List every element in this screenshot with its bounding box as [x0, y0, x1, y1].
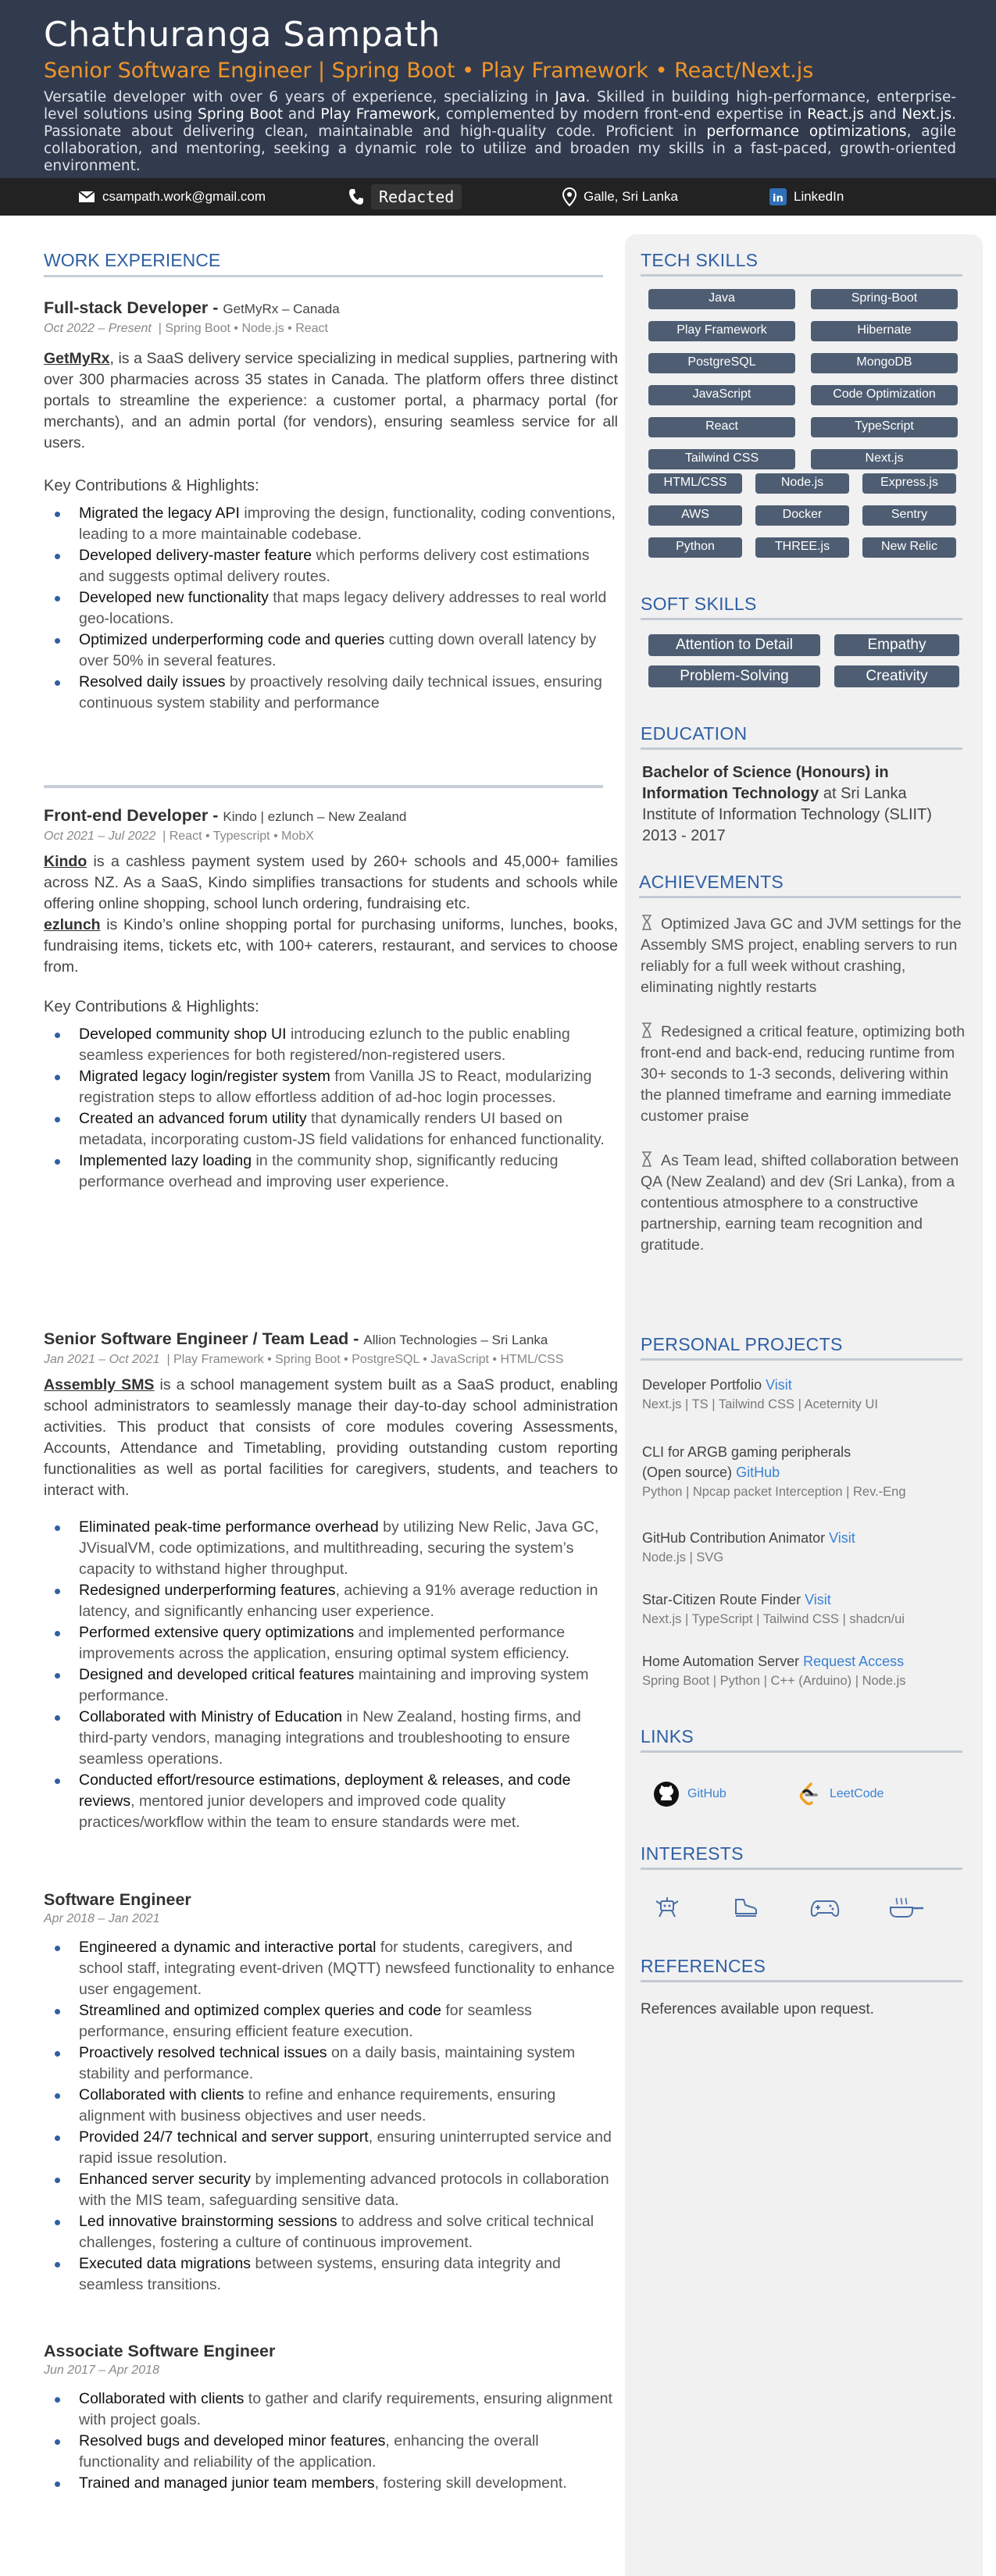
job-company: GetMyRx – Canada	[223, 301, 340, 316]
skill-pill: Sentry	[862, 505, 956, 526]
bullet-text: between systems, ensuring data integrity and seamless transitions.	[79, 2255, 561, 2293]
phone-text: Redacted	[371, 184, 462, 209]
resume-header	[0, 0, 996, 178]
job-title: Full-stack Developer -	[44, 298, 223, 317]
skill-pill: Python	[648, 537, 742, 558]
achievement-text: As Team lead, shifted collaboration between QA (New Zealand) and dev (Sri Lanka), from a contentious atmosphere to a constructive partnership, earning team recognition and gratitude.	[641, 1152, 959, 1254]
cooking-pan-icon	[887, 1893, 926, 1921]
skill-pill: Tailwind CSS	[648, 449, 795, 469]
summary-keyword: Java	[555, 89, 586, 105]
project-link[interactable]: Visit	[829, 1530, 855, 1546]
summary-keyword: React.js	[807, 106, 865, 123]
tech-skills-title: TECH SKILLS	[641, 250, 962, 277]
projects-title: PERSONAL PROJECTS	[641, 1334, 962, 1361]
job-stack: | React • Typescript • MobX	[162, 830, 314, 843]
summary-text: . Passionate about delivering clean, maintainable and high-quality code. Proficient in	[44, 106, 956, 140]
skill-pill: React	[648, 417, 795, 437]
bullet-text: , mentored junior developers and improved code quality practices/workflow within the team to ensure standards were met.	[79, 1793, 520, 1831]
bullet-highlight: Resolved bugs and developed minor features	[79, 2432, 386, 2449]
job-dates: Oct 2022 – Present	[44, 322, 152, 335]
bullet-text: , fostering skill development.	[374, 2474, 567, 2492]
job-stack: | Play Framework • Spring Boot • PostgreSQL • JavaScript • HTML/CSS	[166, 1353, 564, 1366]
leetcode-icon	[795, 1781, 822, 1807]
list-item	[44, 2085, 618, 2127]
bullet-highlight: Optimized underperforming code and queries	[79, 631, 385, 648]
phone-icon	[348, 188, 364, 205]
bullet-highlight: Developed delivery-master feature	[79, 547, 312, 564]
bullet-highlight: Enhanced server security	[79, 2171, 252, 2188]
bullet-text: which performs delivery cost estimations and suggests optimal delivery routes.	[79, 547, 590, 585]
hourglass-icon	[641, 1022, 653, 1038]
linkedin-text: LinkedIn	[794, 189, 844, 204]
summary-text: , complemented by modern front-end expertise in	[436, 106, 808, 123]
location-contact	[562, 178, 678, 216]
job-description: is a school management system built as a SaaS product, enabling school administrators to seamlessly manage their day-to-day school administration activities. This product that consists of core modules covering Assessments, Accounts, Attendance and Timetabling, providing outstanding custom reporting functionalities as well as portal facilities for caregivers, students, and teachers to interact with.	[44, 1376, 619, 1499]
bullet-text: by implementing advanced protocols in collaboration with the MIS team, safeguarding sensitive data.	[79, 2171, 609, 2209]
company-name: Assembly SMS	[44, 1376, 155, 1393]
hourglass-icon	[641, 915, 653, 930]
bullet-highlight: Resolved daily issues	[79, 673, 226, 690]
list-item	[44, 1066, 618, 1108]
leetcode-link[interactable]	[795, 1781, 884, 1807]
education-entry	[642, 762, 962, 847]
list-item	[44, 2043, 618, 2085]
list-item	[44, 2169, 618, 2211]
hourglass-icon	[641, 1151, 653, 1167]
job-dates: Jun 2017 – Apr 2018	[44, 2364, 159, 2377]
job-description: , is a SaaS delivery service specializing in medical supplies, partnering with over 300 pharmacies across 35 states in Canada. The platform offers three distinct portals to streamline the experience: a customer portal, a pharmacy portal (for merchants), and an admin portal (for vendors), ensuring seamless service for all users.	[44, 350, 618, 451]
summary-text: and	[864, 106, 902, 123]
soft-skills-grid	[648, 634, 959, 687]
bullet-text: , enhancing the overall functionality and reliability of the application.	[79, 2432, 539, 2471]
achievement-text: Optimized Java GC and JVM settings for the Assembly SMS project, enabling servers to run reliably for a full week without crashing, eliminating nightly restarts	[641, 915, 962, 996]
bullet-text: to gather and clarify requirements, ensuring alignment with project goals.	[79, 2390, 612, 2428]
list-item	[44, 2127, 618, 2169]
bullet-highlight: Redesigned underperforming features	[79, 1582, 336, 1599]
list-item	[44, 1517, 618, 1580]
job-company: Allion Technologies – Sri Lanka	[363, 1333, 548, 1347]
bullet-highlight: Migrated the legacy API	[79, 505, 240, 522]
bullet-text: that dynamically renders UI based on metadata, incorporating custom-JS field validations for enhanced functionality.	[79, 1110, 605, 1148]
references-text: References available upon request.	[641, 2001, 874, 2018]
achievements-title: ACHIEVEMENTS	[639, 872, 961, 898]
bullet-text: cutting down overall latency by over 50% in several features.	[79, 631, 597, 669]
project-item	[642, 1528, 964, 1567]
bullet-highlight: Developed community shop UI	[79, 1026, 287, 1043]
skill-pill: JavaScript	[648, 385, 795, 405]
skill-pill: Hibernate	[811, 321, 958, 341]
list-item	[44, 1770, 618, 1833]
bullet-highlight: Performed extensive query optimizations	[79, 1624, 355, 1641]
summary-keyword: Next.js	[901, 106, 952, 123]
bullet-highlight: Collaborated with clients	[79, 2390, 245, 2407]
list-item	[44, 2253, 618, 2296]
project-item	[642, 1589, 964, 1629]
list-item	[44, 630, 618, 672]
location-pin-icon	[562, 187, 577, 206]
list-item	[44, 672, 618, 714]
project-stack: Next.js | TypeScript | Tailwind CSS | shadcn/ui	[642, 1612, 905, 1626]
github-text: GitHub	[687, 1787, 726, 1800]
project-stack: Python | Npcap packet Interception | Rev.-Eng	[642, 1485, 906, 1499]
soft-skill-pill: Creativity	[834, 665, 959, 687]
bullet-text: to refine and enhance requirements, ensuring alignment with business objectives and user needs.	[79, 2086, 556, 2125]
soft-skills-title: SOFT SKILLS	[641, 594, 962, 620]
key-contributions-label: Key Contributions & Highlights:	[44, 998, 259, 1015]
skill-pill: Spring-Boot	[811, 289, 958, 309]
email-contact[interactable]	[78, 178, 266, 216]
bullet-highlight: Conducted effort/resource estimations, deployment & releases, and code reviews	[79, 1771, 571, 1810]
bullet-text: , achieving a 91% average reduction in latency, and significantly enhancing user experience.	[79, 1582, 598, 1620]
job-entry	[44, 297, 618, 714]
svg-text:in: in	[773, 193, 784, 205]
project-stack: Spring Boot | Python | C++ (Arduino) | Node.js	[642, 1674, 906, 1688]
summary-text: and	[283, 106, 321, 123]
github-icon	[653, 1781, 680, 1807]
bullet-text: in New Zealand, hosting firms, and third-party vendors, managing integrations and troubleshooting to ensure seamless operations.	[79, 1708, 581, 1768]
summary-text: , agile collaboration, and mentoring, seeking a dynamic role to utilize and broaden my skills in a fast-paced, growth-oriented environment.	[44, 123, 956, 174]
bullet-text: on a daily basis, maintaining system stability and performance.	[79, 2044, 576, 2082]
job-entry	[44, 2340, 618, 2494]
bullet-list	[44, 1024, 618, 1193]
linkedin-icon	[769, 188, 787, 205]
job-entry	[44, 805, 618, 1193]
job-description: is a cashless payment system used by 260+ schools and 45,000+ families across NZ. As a SaaS, Kindo simplifies transactions for students and schools while offering online shopping, school lunch ordering, fundraising etc.	[44, 853, 618, 912]
list-item	[44, 1937, 618, 2000]
list-item	[44, 2389, 618, 2431]
job-entry	[44, 1328, 618, 1833]
contact-bar	[0, 178, 996, 216]
job-dates: Apr 2018 – Jan 2021	[44, 1912, 160, 1925]
gamepad-icon	[809, 1893, 841, 1921]
shoe-icon	[731, 1893, 759, 1921]
bullet-highlight: Created an advanced forum utility	[79, 1110, 307, 1127]
bullet-highlight: Proactively resolved technical issues	[79, 2044, 327, 2061]
soft-skill-pill: Attention to Detail	[648, 634, 820, 656]
section-divider	[44, 785, 603, 788]
summary-text: Versatile developer with over 6 years of experience, specializing in	[44, 89, 555, 105]
project-name: (Open source)	[642, 1465, 737, 1480]
bullet-text: by proactively resolving daily technical issues, ensuring continuous system stability and performance	[79, 673, 602, 712]
leetcode-text: LeetCode	[830, 1787, 884, 1800]
skill-pill: TypeScript	[811, 417, 958, 437]
skill-pill: Next.js	[811, 449, 958, 469]
bullet-text: that maps legacy delivery addresses to real world geo-locations.	[79, 589, 607, 627]
references-title: REFERENCES	[641, 1956, 962, 1982]
list-item	[44, 1580, 618, 1622]
bullet-list	[44, 1937, 618, 2296]
candidate-name: Chathuranga Sampath	[44, 15, 441, 55]
bullet-highlight: Designed and developed critical features	[79, 1666, 355, 1683]
bullet-highlight: Provided 24/7 technical and server support	[79, 2128, 369, 2146]
job-company: Kindo | ezlunch – New Zealand	[223, 809, 407, 824]
degree: Bachelor of Science (Honours) in Information Technology	[642, 764, 889, 802]
bullet-highlight: Engineered a dynamic and interactive portal	[79, 1939, 377, 1956]
job-dates: Jan 2021 – Oct 2021	[44, 1353, 160, 1366]
job-title: Senior Software Engineer / Team Lead -	[44, 1329, 364, 1348]
tech-skills-grid-small	[648, 473, 959, 558]
summary-text: . Skilled in building high-performance, enterprise-level solutions using	[44, 89, 957, 123]
skill-pill: Express.js	[862, 473, 956, 494]
project-stack: Node.js | SVG	[642, 1550, 724, 1565]
github-link[interactable]	[653, 1781, 726, 1807]
list-item	[44, 2000, 618, 2043]
project-link[interactable]: Request Access	[803, 1654, 905, 1669]
institution: at Sri Lanka Institute of Information Technology (SLIIT)	[642, 785, 932, 823]
skill-pill: Play Framework	[648, 321, 795, 341]
list-item	[44, 1151, 618, 1193]
education-years: 2013 - 2017	[642, 827, 726, 844]
company-name: Kindo	[44, 853, 87, 870]
education-title: EDUCATION	[641, 723, 962, 750]
bullet-highlight: Eliminated peak-time performance overhead	[79, 1518, 379, 1536]
bullet-text: in the community shop, significantly reducing performance overhead and improving user experience.	[79, 1152, 559, 1190]
bullet-text: for students, caregivers, and school staff, integrating event-driven (MQTT) newsfeed functionality to enhance user engagement.	[79, 1939, 615, 1998]
company-name: ezlunch	[44, 916, 101, 933]
achievement-item	[641, 1151, 966, 1256]
achievement-item	[641, 914, 966, 998]
skill-pill: HTML/CSS	[648, 473, 742, 494]
bullet-text: , ensuring uninterrupted service and rapid issue resolution.	[79, 2128, 612, 2167]
achievement-item	[641, 1022, 966, 1127]
job-title: Front-end Developer -	[44, 806, 223, 825]
job-entry	[44, 1889, 618, 2296]
project-link[interactable]: Visit	[766, 1377, 792, 1393]
bullet-highlight: Collaborated with clients	[79, 2086, 245, 2103]
phone-contact	[348, 178, 462, 216]
bullet-text: from Vanilla JS to React, modularizing registration steps to allow effortless addition of ad-hoc login processes.	[79, 1068, 592, 1106]
skill-pill: THREE.js	[755, 537, 849, 558]
job-dates: Oct 2021 – Jul 2022	[44, 830, 156, 843]
project-link[interactable]: GitHub	[736, 1465, 780, 1480]
skill-pill: PostgreSQL	[648, 353, 795, 373]
skill-pill: Node.js	[755, 473, 849, 494]
project-name: Star-Citizen Route Finder	[642, 1592, 805, 1607]
bullet-highlight: Streamlined and optimized complex queries and code	[79, 2002, 441, 2019]
bullet-list	[44, 1517, 618, 1833]
key-contributions-label: Key Contributions & Highlights:	[44, 477, 259, 494]
bullet-highlight: Executed data migrations	[79, 2255, 252, 2272]
soft-skill-pill: Empathy	[834, 634, 959, 656]
bullet-highlight: Led innovative brainstorming sessions	[79, 2213, 337, 2230]
bullet-text: improving the design, functionality, coding conventions, leading to a more maintainable codebase.	[79, 505, 616, 543]
bullet-text: by utilizing New Relic, Java GC, JVisualVM, code optimizations, and multithreading, securing the system’s capacity to withstand higher throughput.	[79, 1518, 599, 1578]
location-text: Galle, Sri Lanka	[584, 189, 678, 204]
list-item	[44, 1024, 618, 1066]
summary-keyword: performance optimizations	[706, 123, 907, 140]
interests-title: INTERESTS	[641, 1843, 962, 1870]
bullet-text: and implemented performance improvements across the application, ensuring optimal system efficiency.	[79, 1624, 569, 1662]
project-item	[642, 1375, 964, 1414]
skill-pill: New Relic	[862, 537, 956, 558]
project-item	[642, 1442, 964, 1501]
links-title: LINKS	[641, 1726, 962, 1753]
skill-pill: Java	[648, 289, 795, 309]
skill-pill: AWS	[648, 505, 742, 526]
interests-icons	[653, 1893, 966, 1925]
tech-skills-grid	[648, 289, 959, 469]
robot-icon	[653, 1893, 681, 1921]
bullet-list	[44, 503, 618, 714]
bullet-highlight: Migrated legacy login/register system	[79, 1068, 330, 1085]
list-item	[44, 1707, 618, 1770]
list-item	[44, 503, 618, 545]
job-title: Associate Software Engineer	[44, 2342, 276, 2360]
list-item	[44, 1622, 618, 1664]
bullet-highlight: Implemented lazy loading	[79, 1152, 252, 1169]
bullet-highlight: Developed new functionality	[79, 589, 269, 606]
list-item	[44, 587, 618, 630]
bullet-text: maintaining and improving system performance.	[79, 1666, 589, 1704]
job-description: is Kindo’s online shopping portal for purchasing uniforms, lunches, books, fundraising items, tickets etc, with 100+ caterers, restaurant, and services to choose from.	[44, 916, 618, 976]
list-item	[44, 2431, 618, 2473]
list-item	[44, 1108, 618, 1151]
project-stack: Next.js | TS | Tailwind CSS | Aceternity UI	[642, 1397, 879, 1411]
project-name: Home Automation Server	[642, 1654, 804, 1669]
skill-pill: Docker	[755, 505, 849, 526]
summary	[44, 89, 956, 175]
list-item	[44, 2473, 618, 2494]
bullet-text: to address and solve critical technical challenges, fostering a culture of continuous improvement.	[79, 2213, 594, 2251]
soft-skill-pill: Problem-Solving	[648, 665, 820, 687]
summary-keyword: Spring Boot	[198, 106, 284, 123]
list-item	[44, 1664, 618, 1707]
achievement-text: Redesigned a critical feature, optimizing both front-end and back-end, reducing runtime from 30+ seconds to 1-3 seconds, delivering within the planned timeframe and earning immediate customer praise	[641, 1023, 966, 1125]
company-name: GetMyRx	[44, 350, 110, 367]
summary-keyword: Play Framework	[320, 106, 437, 123]
mail-icon	[78, 191, 95, 203]
project-item	[642, 1651, 964, 1690]
work-experience-title: WORK EXPERIENCE	[44, 250, 603, 277]
headline: Senior Software Engineer | Spring Boot • Play Framework • React/Next.js	[44, 59, 814, 83]
project-name: GitHub Contribution Animator	[642, 1530, 830, 1546]
sidebar	[625, 234, 983, 2576]
bullet-list	[44, 2389, 618, 2494]
job-title: Software Engineer	[44, 1890, 191, 1909]
project-link[interactable]: Visit	[805, 1592, 831, 1607]
project-name: Developer Portfolio	[642, 1377, 766, 1393]
skill-pill: Code Optimization	[811, 385, 958, 405]
list-item	[44, 2211, 618, 2253]
project-name: CLI for ARGB gaming peripherals	[642, 1444, 851, 1460]
email-text: csampath.work@gmail.com	[102, 189, 266, 204]
bullet-text: for seamless performance, ensuring efficient feature execution.	[79, 2002, 532, 2040]
bullet-highlight: Trained and managed junior team members	[79, 2474, 375, 2492]
bullet-text: introducing ezlunch to the public enabling seamless experiences for both registered/non-registered users.	[79, 1026, 570, 1064]
bullet-highlight: Collaborated with Ministry of Education	[79, 1708, 343, 1725]
skill-pill: MongoDB	[811, 353, 958, 373]
list-item	[44, 545, 618, 587]
job-stack: | Spring Boot • Node.js • React	[158, 322, 328, 335]
linkedin-link[interactable]	[769, 178, 844, 216]
